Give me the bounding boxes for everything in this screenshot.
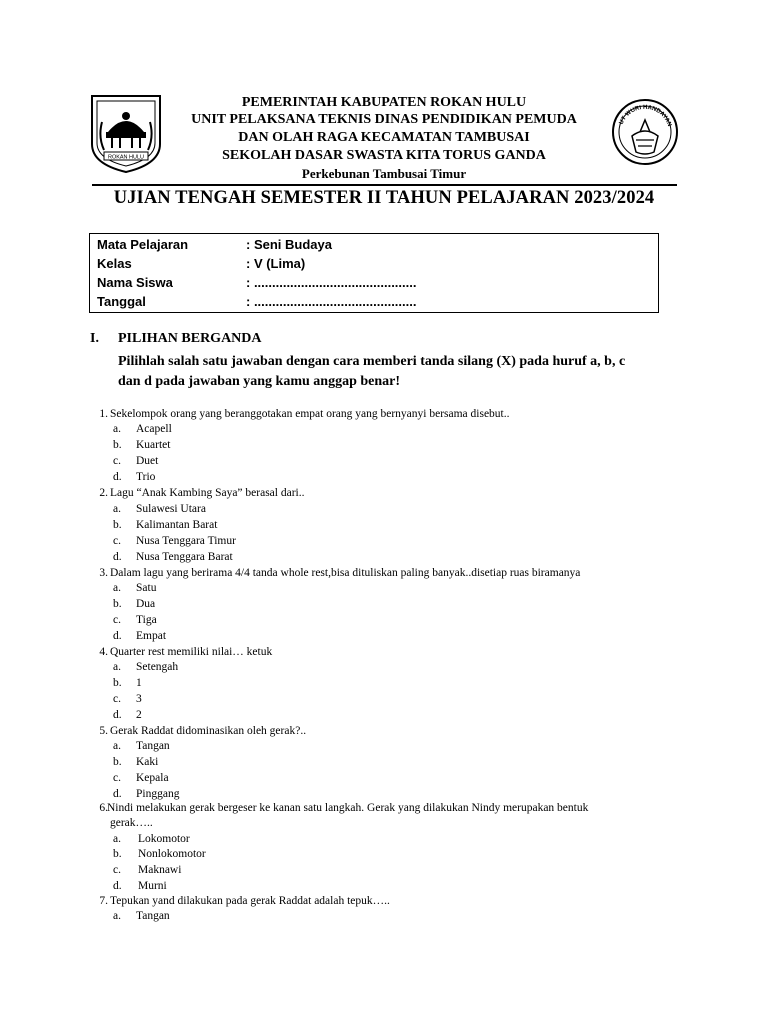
option-text: Kepala	[136, 772, 169, 784]
question-number: 2.	[99, 487, 108, 499]
question-text-continued: gerak…..	[110, 817, 153, 829]
option-letter: a.	[113, 661, 121, 673]
option-text: Kuartet	[136, 439, 171, 451]
option-text: Nusa Tenggara Timur	[136, 535, 236, 547]
info-label: Kelas	[97, 256, 132, 271]
option-letter: b.	[113, 756, 122, 768]
question-number: 1.	[99, 408, 108, 420]
student-info-box	[89, 233, 659, 313]
option-text: Duet	[136, 455, 159, 467]
option-letter: b.	[113, 519, 122, 531]
option-letter: d.	[113, 709, 122, 721]
info-label: Nama Siswa	[97, 275, 173, 290]
option-text: Lokomotor	[138, 833, 190, 845]
option-letter: d.	[113, 630, 122, 642]
option-text: Setengah	[136, 661, 179, 673]
letterhead-line-1: PEMERINTAH KABUPATEN ROKAN HULU	[241, 95, 527, 110]
section-number: I.	[90, 331, 99, 346]
option-letter: c.	[113, 693, 121, 705]
question-number: 5.	[99, 725, 108, 737]
letterhead-address: Perkebunan Tambusai Timur	[301, 166, 467, 181]
option-text: Kaki	[136, 756, 159, 768]
option-letter: b.	[113, 848, 122, 860]
option-text: Pinggang	[136, 788, 180, 800]
option-text: Trio	[136, 471, 156, 483]
option-letter: c.	[113, 535, 121, 547]
tut-wuri-logo-text: UT WURI HANDAYAN	[618, 104, 673, 128]
letterhead-line-4: SEKOLAH DASAR SWASTA KITA TORUS GANDA	[222, 148, 546, 163]
option-letter: c.	[113, 614, 121, 626]
option-letter: a.	[113, 582, 121, 594]
question-text: Tepukan yand dilakukan pada gerak Raddat adalah tepuk…..	[110, 895, 390, 907]
info-label: Tanggal	[97, 294, 146, 309]
option-text: Dua	[136, 598, 156, 610]
info-value: : Seni Budaya	[246, 237, 332, 252]
option-letter: c.	[113, 772, 121, 784]
option-letter: d.	[113, 471, 122, 483]
option-text: Nonlokomotor	[138, 848, 206, 860]
instruction-line-2: dan d pada jawaban yang kamu anggap benar!	[118, 374, 401, 389]
option-letter: a.	[113, 423, 121, 435]
option-letter: b.	[113, 439, 122, 451]
regency-logo-text: ROKAN HULU	[107, 154, 145, 161]
option-letter: d.	[113, 788, 122, 800]
question-number: 4.	[99, 646, 108, 658]
section-title: PILIHAN BERGANDA	[118, 331, 262, 346]
option-letter: c.	[113, 864, 121, 876]
question-text: Sekelompok orang yang beranggotakan empat orang yang bernyanyi bersama disebut..	[110, 408, 510, 420]
info-value: : .............................................	[246, 275, 417, 290]
option-letter: a.	[113, 740, 121, 752]
question-text: Gerak Raddat didominasikan oleh gerak?..	[110, 725, 307, 737]
option-letter: b.	[113, 677, 122, 689]
option-text: 1	[136, 677, 142, 689]
option-text: Tangan	[136, 740, 170, 752]
option-text: Maknawi	[138, 864, 182, 876]
option-text: Satu	[136, 582, 157, 594]
option-letter: b.	[113, 598, 122, 610]
question-number: 3.	[99, 567, 108, 579]
option-letter: d.	[113, 880, 122, 892]
option-letter: c.	[113, 455, 121, 467]
option-letter: a.	[113, 503, 121, 515]
option-letter: d.	[113, 551, 122, 563]
question-number: 6.	[99, 802, 108, 814]
info-label: Mata Pelajaran	[97, 237, 189, 252]
option-text: Murni	[138, 880, 167, 892]
option-letter: a.	[113, 833, 121, 845]
option-text: Nusa Tenggara Barat	[136, 551, 233, 563]
option-text: Kalimantan Barat	[136, 519, 218, 531]
question-text: Dalam lagu yang berirama 4/4 tanda whole rest,bisa dituliskan paling banyak..disetiap ruas biramanya	[110, 567, 581, 579]
question-text: Lagu “Anak Kambing Saya” berasal dari..	[110, 487, 305, 499]
question-text: Nindi melakukan gerak bergeser ke kanan satu langkah. Gerak yang dilakukan Nindy merupakan bentuk	[107, 802, 589, 814]
option-text: 3	[136, 693, 142, 705]
option-text: Sulawesi Utara	[136, 503, 206, 515]
question-text: Quarter rest memiliki nilai… ketuk	[110, 646, 273, 658]
question-number: 7.	[99, 895, 108, 907]
option-text: Acapell	[136, 423, 172, 435]
option-text: 2	[136, 709, 142, 721]
option-text: Tangan	[136, 910, 170, 922]
option-text: Tiga	[136, 614, 157, 626]
info-value: : V (Lima)	[246, 256, 306, 271]
section-instruction	[118, 352, 678, 392]
instruction-line-1: Pilihlah salah satu jawaban dengan cara memberi tanda silang (X) pada huruf a, b, c	[118, 354, 626, 369]
option-letter: a.	[113, 910, 121, 922]
letterhead-divider	[92, 184, 677, 186]
option-text: Empat	[136, 630, 167, 642]
exam-title: UJIAN TENGAH SEMESTER II TAHUN PELAJARAN 2023/2024	[113, 188, 655, 208]
info-value: : .............................................	[246, 294, 417, 309]
letterhead-line-2: UNIT PELAKSANA TEKNIS DINAS PENDIDIKAN PEMUDA	[191, 112, 577, 127]
letterhead-line-3: DAN OLAH RAGA KECAMATAN TAMBUSAI	[238, 130, 530, 145]
